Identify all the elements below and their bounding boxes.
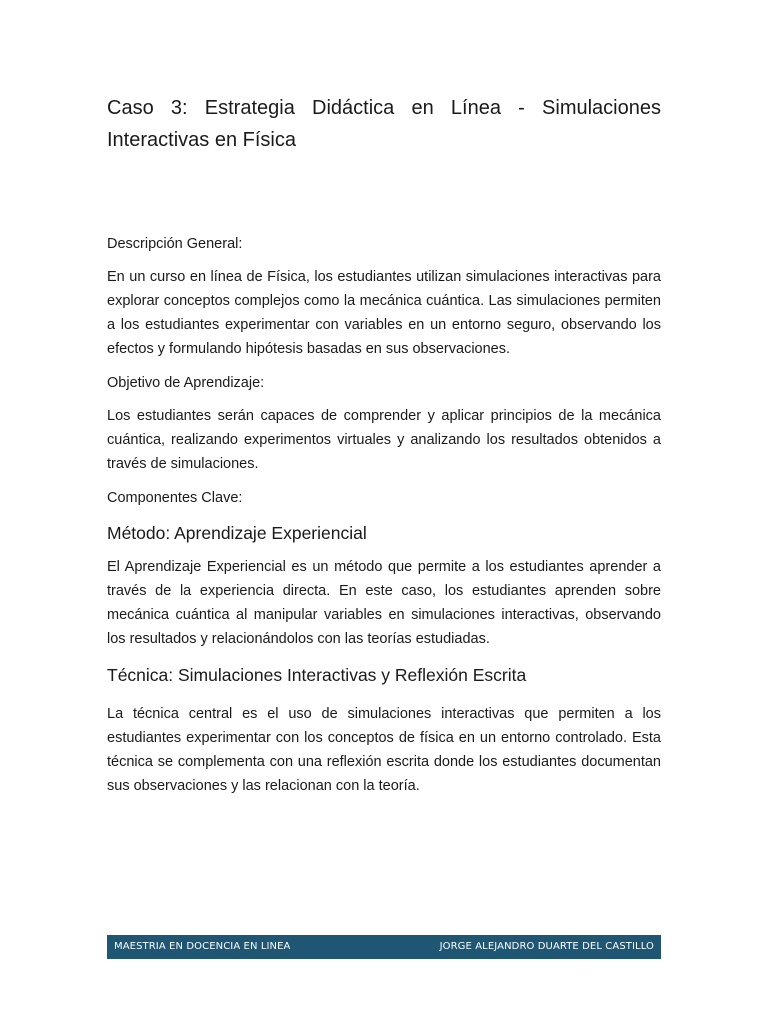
technique-text: La técnica central es el uso de simulaciones interactivas que permiten a los estudiantes experimentar con los conceptos de física en un entorno controlado. Esta técnica se complementa con una reflexión escrita donde los estudiantes documentan sus observaciones y las relacionan con la teoría. <box>107 706 661 794</box>
components-label: Componentes Clave: <box>107 490 243 506</box>
technique-heading: Técnica: Simulaciones Interactivas y Reflexión Escrita <box>107 665 527 685</box>
footer-program: MAESTRIA EN DOCENCIA EN LINEA <box>114 941 291 952</box>
method-text: El Aprendizaje Experiencial es un método que permite a los estudiantes aprender a través de la experiencia directa. En este caso, los estudiantes aprenden sobre mecánica cuántica al manipular variables en simulaciones interactivas, observando los resultados y relacionándolos con las teorías estudiadas. <box>107 559 661 647</box>
footer-bar <box>107 935 661 959</box>
objective-label: Objetivo de Aprendizaje: <box>107 375 265 391</box>
document-title: Caso 3: Estrategia Didáctica en Línea - Simulaciones Interactivas en Física <box>107 97 661 151</box>
objective-text: Los estudiantes serán capaces de comprender y aplicar principios de la mecánica cuántica, realizando experimentos virtuales y analizando los resultados obtenidos a través de simulaciones. <box>107 408 661 472</box>
general-description-label: Descripción General: <box>107 236 243 252</box>
method-heading: Método: Aprendizaje Experiencial <box>107 523 367 543</box>
document-body <box>107 92 661 798</box>
footer-author: JORGE ALEJANDRO DUARTE DEL CASTILLO <box>439 941 654 952</box>
general-description-text: En un curso en línea de Física, los estudiantes utilizan simulaciones interactivas para explorar conceptos complejos como la mecánica cuántica. Las simulaciones permiten a los estudiantes experimentar con variables en un entorno seguro, observando los efectos y formulando hipótesis basadas en sus observaciones. <box>107 269 661 357</box>
